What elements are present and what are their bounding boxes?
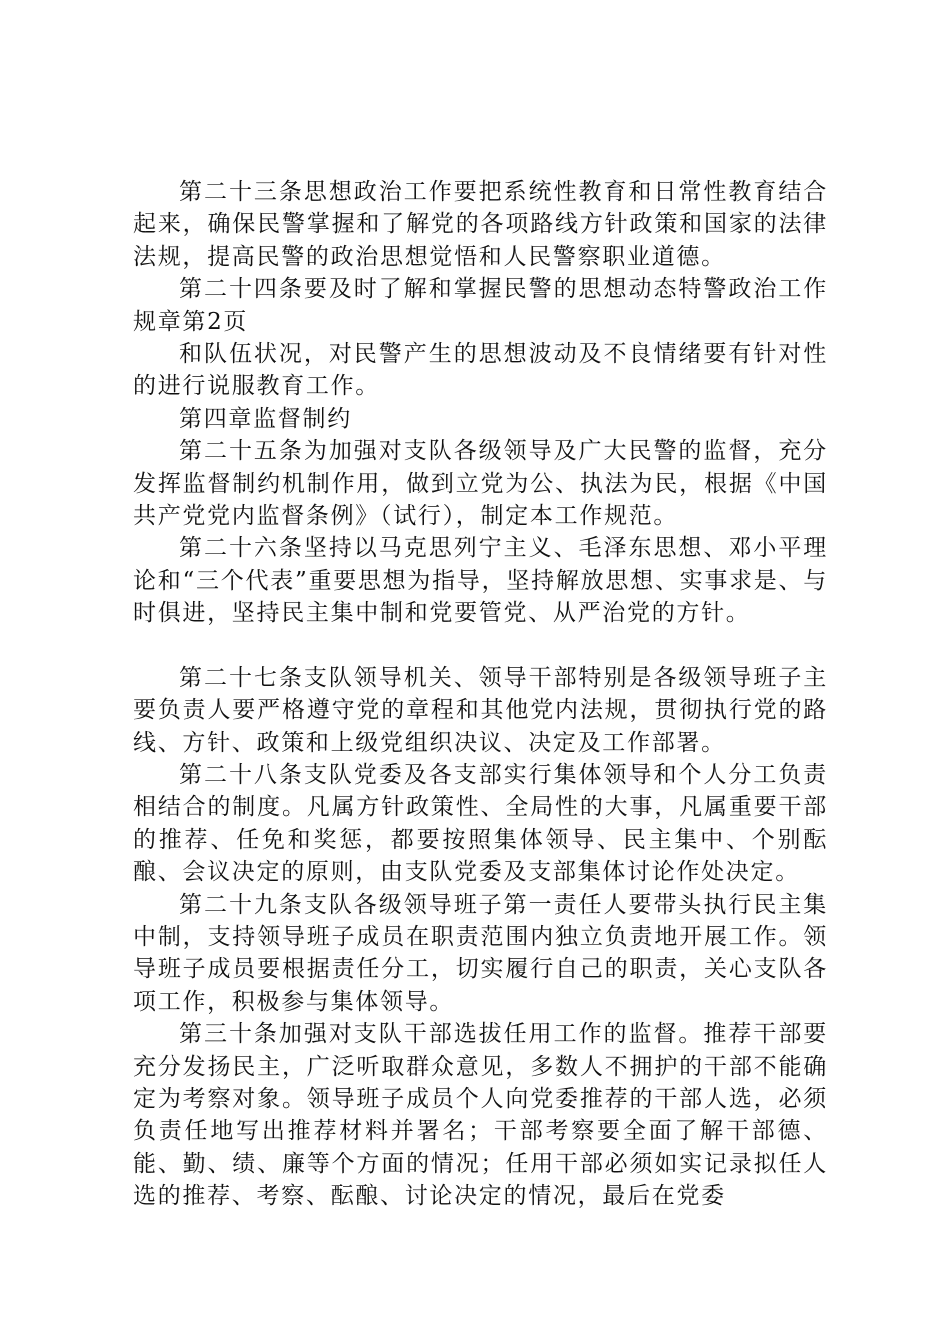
article-26-paragraph: 第二十六条坚持以马克思列宁主义、毛泽东思想、邓小平理论和“三个代表”重要思想为指导，坚持解放思想、实事求是、与时俱进，坚持民主集中制和党要管党、从严治党的方针。 <box>133 535 828 627</box>
article-23-paragraph: 第二十三条思想政治工作要把系统性教育和日常性教育结合起来，确保民警掌握和了解党的各项路线方针政策和国家的法律法规，提高民警的政治思想觉悟和人民警察职业道德。 <box>133 179 828 270</box>
chapter-4-heading: 第四章监督制约 <box>179 405 352 432</box>
article-30-paragraph: 第三十条加强对支队干部选拔任用工作的监督。推荐干部要充分发扬民主，广泛听取群众意见，多数人不拥护的干部不能确定为考察对象。领导班子成员个人向党委推荐的干部人选，必须负责任地写出推荐材料并署名；干部考察要全面了解干部德、能、勤、绩、廉等个方面的情况；任用干部必须如实记录拟任人选的推荐、考察、酝酿、讨论决定的情况，最后在党委 <box>133 1021 828 1210</box>
article-25-paragraph: 第二十五条为加强对支队各级领导及广大民警的监督，充分发挥监督制约机制作用，做到立党为公、执法为民，根据《中国共产党党内监督条例》（试行），制定本工作规范。 <box>133 438 828 530</box>
article-27-paragraph: 第二十七条支队领导机关、领导干部特别是各级领导班子主要负责人要严格遵守党的章程和其他党内法规，贯彻执行党的路线、方针、政策和上级党组织决议、决定及工作部署。 <box>133 664 828 756</box>
article-28-paragraph: 第二十八条支队党委及各支部实行集体领导和个人分工负责相结合的制度。凡属方针政策性、全局性的大事，凡属重要干部的推荐、任免和奖惩，都要按照集体领导、民主集中、个别酝酿、会议决定的原则，由支队党委及支部集体讨论作处决定。 <box>133 761 828 886</box>
article-24-paragraph: 第二十四条要及时了解和掌握民警的思想动态特警政治工作规章第2页 <box>133 276 828 335</box>
paragraph-gap <box>133 630 828 662</box>
article-29-paragraph: 第二十九条支队各级领导班子第一责任人要带头执行民主集中制，支持领导班子成员在职责范围内独立负责地开展工作。领导班子成员要根据责任分工，切实履行自己的职责，关心支队各项工作，积极参与集体领导。 <box>133 891 828 1015</box>
article-24-continuation: 和队伍状况，对民警产生的思想波动及不良情绪要有针对性的进行说服教育工作。 <box>133 341 828 400</box>
document-body <box>133 176 828 1213</box>
